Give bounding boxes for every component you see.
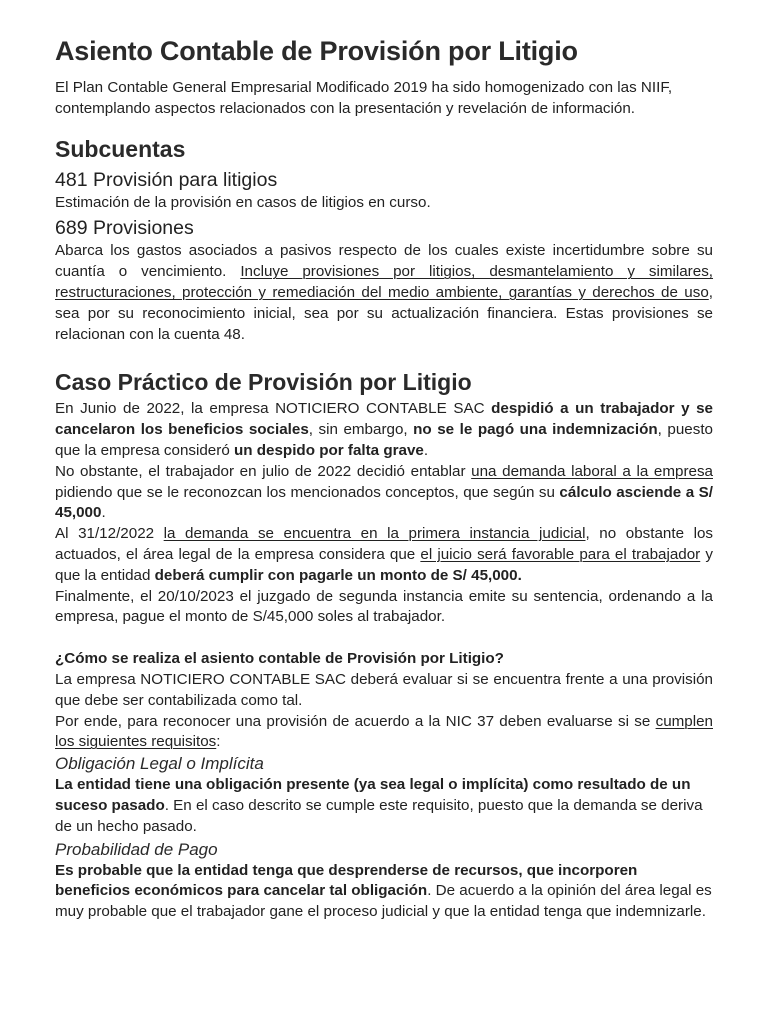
caso-paragraph-2 [55,462,713,524]
requirement-2-text [55,861,713,923]
intro-paragraph: El Plan Contable General Empresarial Modificado 2019 ha sido homogenizado con las NIIF, contemplando aspectos relacionados con la presentación y revelación de información. [55,79,673,117]
text-span: En Junio de 2022, la empresa NOTICIERO CONTABLE SAC [55,400,492,418]
text-span: Por ende, para reconocer una provisión de acuerdo a la NIC 37 deben evaluarse si se [55,712,656,730]
como-question [55,649,713,670]
text-span: Al 31/12/2022 [55,525,164,543]
text-span: . En el caso descrito se cumple este requisito, puesto que la demanda se deriva de un hecho pasado. [55,796,703,835]
text-span: . [423,441,429,459]
subcuentas-heading: Subcuentas [55,135,186,162]
text-span: , puesto que la empresa consideró [55,421,713,459]
bold-text: un despido por falta grave [233,441,424,459]
caso-paragraph-4: Finalmente, el 20/10/2023 el juzgado de segunda instancia emite su sentencia, ordenando a la empresa, pague el monto de S/45,000 soles al trabajador. [55,587,713,626]
bold-text: La entidad tiene una obligación presente (ya sea legal o implícita) como resultado de un suceso pasado [55,776,691,814]
como-paragraph-1: La empresa NOTICIERO CONTABLE SAC deberá evaluar si se encuentra frente a una provisión que debe ser contabilizada como tal. [55,670,713,709]
account-481-text: Estimación de la provisión en casos de litigios en curso. [55,193,431,211]
text-span: . De acuerdo a la opinión del área legal es muy probable que el trabajador gane el proceso judicial y que la entidad tenga que indemnizarle. [55,882,712,921]
requirement-1-text [55,775,713,837]
underlined-text: la demanda se encuentra en la primera instancia judicial [163,525,586,543]
text-span: : [216,733,221,751]
account-689-text [55,241,713,345]
text-span: No obstante, el trabajador en julio de 2022 decidió entablar [55,462,472,480]
bold-text: ¿Cómo se realiza el asiento contable de Provisión por Litigio? [55,650,504,668]
underlined-text: cumplen los siguientes requisitos [55,712,713,751]
underlined-text: una demanda laboral a la empresa [471,462,713,480]
text-span: y que la entidad [55,545,713,584]
account-481-title: 481 Provisión para litigios [55,168,278,191]
como-paragraph-2 [55,712,713,754]
text-span: , sin embargo, [308,421,414,439]
bold-text: Es probable que la entidad tenga que desprenderse de recursos, que incorporen beneficios económicos para cancelar tal obligación [55,861,638,900]
bold-text: cálculo asciende a S/ 45,000 [55,483,714,522]
caso-paragraph-1 [55,399,713,461]
requirement-2-title: Probabilidad de Pago [55,839,218,859]
bold-text: no se le pagó una indemnización [413,421,658,439]
bold-text: despidió a un trabajador y se cancelaron los beneficios sociales [55,400,713,439]
underlined-text: el juicio será favorable para el trabajador [420,545,701,563]
caso-paragraph-3 [55,524,713,586]
text-span: , sea por su reconocimiento inicial, sea por su actualización financiera. Estas provisiones se relacionan con la cuenta 48. [55,283,713,343]
caso-practico-heading: Caso Práctico de Provisión por Litigio [55,369,472,396]
text-span: . [101,504,106,522]
account-689-title: 689 Provisiones [55,217,194,240]
text-span: pidiendo que se le reconozcan los mencionados conceptos, que según su [55,483,560,501]
requirement-1-title: Obligación Legal o Implícita [55,754,264,774]
page-title: Asiento Contable de Provisión por Litigio [55,36,578,66]
text-span: , no obstante los actuados, el área legal de la empresa considera que [55,525,713,563]
text-span: Abarca los gastos asociados a pasivos respecto de los cuales existe incertidumbre sobre su cuantía o vencimiento. [55,242,713,281]
bold-text: deberá cumplir con pagarle un monto de S/ 45,000. [154,566,522,584]
underlined-text: Incluye provisiones por litigios, desmantelamiento y similares, restructuraciones, protección y remediación del medio ambiente, garantías y derechos de uso [55,263,714,301]
